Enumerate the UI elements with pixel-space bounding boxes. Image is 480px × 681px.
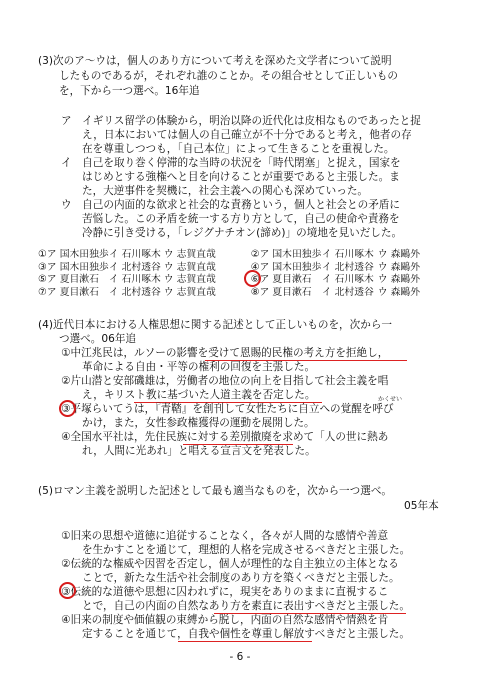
q5-tag: 05年本: [404, 500, 439, 512]
q3-a-3: 在を尊重しつつも，「自己本位」によって生きることを重視した。: [82, 143, 395, 155]
q3-a-1: ア イギリス留学の体験から，明治以降の近代化は皮相なものであったと捉: [61, 115, 421, 127]
red-underline: [214, 613, 406, 614]
q5-option-3-line-2: とで，自己の内面の自然なあり方を素直に表出すべきだと主張した。: [82, 600, 410, 612]
choice-8[interactable]: ⑧ア 夏目漱石: [250, 286, 312, 298]
choice-cell: ウ 森鷗外: [377, 261, 420, 273]
q5-option-4-line-1: ④旧来の制度や価値観の束縛から脱し，内面の自然な感情や情熱を肯: [61, 614, 389, 626]
q4-option-3-line-1: ③平塚らいてうは，『青鞜』を創刊して女性たちに自立への覚醒を呼び: [61, 403, 394, 415]
choice-cell: イ 石川啄木: [321, 249, 374, 260]
q4-stem-2: つ選べ。06年追: [59, 333, 137, 345]
choice-cell: ウ 志賀直哉: [163, 261, 216, 273]
q3-i-2: はじめとする強権へと目を向けることが重要であると主張した。ま: [82, 171, 400, 183]
red-underline: [183, 444, 293, 445]
choice-cell: イ 石川啄木: [108, 274, 161, 286]
q5-option-4-line-2: 定することを通じて，自我や個性を尊重し解放すべきだと主張した。: [82, 628, 410, 640]
choice-6[interactable]: ⑥ア 夏目漱石: [250, 274, 312, 286]
choice-7[interactable]: ⑦ア 夏目漱石: [38, 286, 99, 298]
choice-cell: イ 北村透谷: [321, 286, 374, 298]
q3-u-3: 冷静に引き受ける，「レジグナチオン(諦め)」の境地を見いだした。: [82, 227, 403, 239]
choice-cell: ウ 志賀直哉: [163, 274, 216, 286]
choice-3[interactable]: ③ア 国木田独歩: [38, 261, 109, 273]
q4-option-2-line-2: え，キリスト教に基づいた人道主義を否定した。: [82, 389, 316, 401]
q3-i-3: た，大逆事件を契機に，社会主義への関心も深めていった。: [82, 185, 369, 197]
q4-option-1-text: ①中江兆民は，ルソーの影響を受けて恩賜的民権の考え方を拒絶し，: [61, 347, 389, 359]
q3-choice-row: [38, 262, 440, 275]
choice-cell: イ 石川啄木: [108, 249, 161, 260]
q4-option-4-line-1: ④全国水平社は，先住民族に対する差別撤廃を求めて「人の世に熱あ: [61, 431, 389, 443]
answer-circle-mark: [244, 270, 261, 287]
choice-cell: イ 北村透谷: [321, 261, 374, 273]
answer-circle-mark: [59, 400, 76, 417]
choice-cell: ウ 志賀直哉: [163, 286, 216, 298]
q3-choice-table: [38, 249, 440, 299]
red-underline: [178, 641, 312, 642]
q3-choice-row: [38, 249, 440, 262]
choice-cell: ウ 森鷗外: [377, 286, 420, 298]
q3-u-2: 苦悩した。この矛盾を統一する方り方として，自己の使命や責務を: [82, 213, 400, 225]
q3-stem-1: (3)次のア〜ウは，個人のあり方について考えを深めた文学者について説明: [38, 55, 392, 67]
choice-5[interactable]: ⑤ア 夏目漱石: [38, 274, 99, 286]
choice-cell: ウ 森鷗外: [377, 249, 420, 260]
answer-circle-mark: [59, 582, 76, 599]
choice-2[interactable]: ②ア 国木田独歩: [250, 249, 322, 260]
q5-stem: (5)ロマン主義を説明した記述として最も適当なものを，次から一つ選べ。: [38, 485, 393, 497]
q3-a-2: え，日本においては個人の自己確立が不十分であると考え，他者の存: [82, 129, 412, 141]
page-number: - 6 -: [229, 651, 251, 663]
choice-cell: イ 北村透谷: [108, 261, 161, 273]
q3-i-1: イ 自己を取り巻く停滞的な当時の状況を「時代閉塞」と捉え，国家を: [61, 157, 401, 169]
q5-option-2-line-2: ことで，新たな生活や社会制度のあり方を築くべきだと主張した。: [82, 572, 400, 584]
red-underline: [205, 360, 407, 361]
choice-1[interactable]: ①ア 国木田独歩: [38, 249, 109, 260]
q3-choice-row: [38, 274, 440, 287]
choice-4[interactable]: ④ア 国木田独歩: [250, 261, 322, 273]
q4-option-2-line-1: ②片山潜と安部磯雄は，労働者の地位の向上を目指して社会主義を唱: [61, 375, 389, 387]
q3-choice-row: [38, 287, 440, 300]
q3-u-1: ウ 自己の内面的な欲求と社会的な責務という，個人と社会との矛盾に: [61, 199, 400, 211]
q4-option-3-line-2: かけ，また，女性参政権獲得の運動を展開した。: [82, 417, 315, 429]
q4-option-1-line-2: 革命による自由・平等の権利の回復を主張した。: [82, 361, 316, 373]
q3-stem-3: を，下から一つ選べ。16年追: [59, 85, 200, 97]
q3-stem-2: したものであるが，それぞれ誰のことか。その組合せとして正しいもの: [59, 70, 398, 82]
choice-cell: ウ 森鷗外: [377, 274, 420, 286]
q4-option-3-ruby: かくせい: [378, 396, 403, 403]
q5-option-2-line-1: ②伝統的な権威や因習を否定し，個人が理性的な自主独立の主体となる: [61, 558, 399, 570]
choice-cell: イ 石川啄木: [321, 274, 374, 286]
choice-cell: イ 北村透谷: [108, 286, 161, 298]
q5-option-1-line-1: ①旧来の思想や道徳に追従することなく，各々が人間的な感情や善意: [61, 530, 389, 542]
q4-stem-1: (4)近代日本における人権思想に関する記述として正しいものを，次から一: [38, 319, 393, 331]
choice-cell: ウ 志賀直哉: [163, 249, 216, 260]
q5-option-1-line-2: を生かすことを通じて，理想的人格を完成させるべきだと主張した。: [82, 544, 411, 556]
q5-option-3-line-1: ③伝統的な道徳や思想に囚われずに，現実をありのままに直視するこ: [61, 586, 389, 598]
q4-option-1-line-1: [61, 346, 388, 360]
q4-option-4-line-2: れ，人間に光あれ」と唱える宣言文を発表した。: [82, 445, 316, 457]
